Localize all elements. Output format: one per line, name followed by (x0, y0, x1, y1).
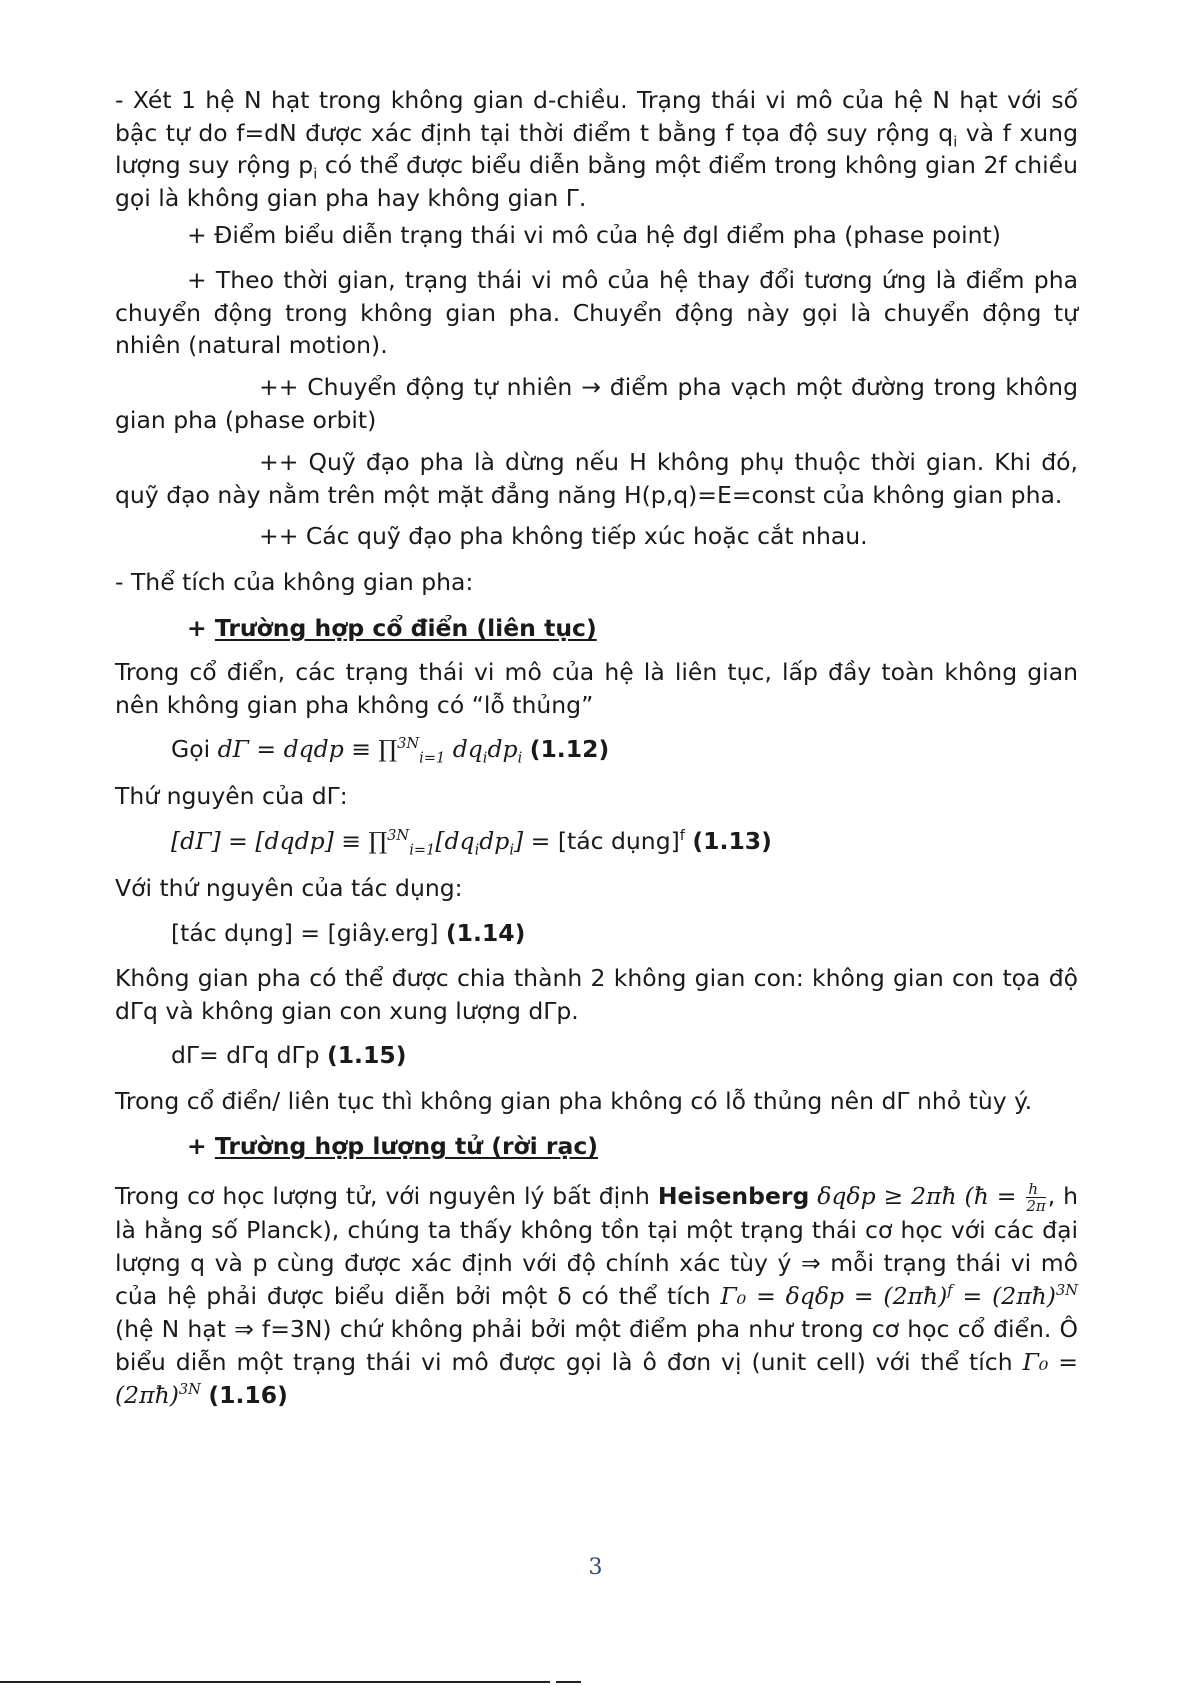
text: Gọi (171, 735, 218, 763)
text: Không gian pha có thể được chia thành 2 không gian con: không gian con tọa độ dΓq và không gian con xung lượng dΓp. (115, 964, 1078, 1025)
equation-label: (1.16) (208, 1381, 288, 1409)
heading-text: Trường hợp lượng tử (rời rạc) (214, 1132, 599, 1160)
page-number: 3 (588, 1555, 603, 1580)
math: [dΓ] = [dqdp] ≡ $\prod^{3N}_{i=1}[dq_idp_i]$ (171, 827, 524, 859)
paragraph-phase-volume (115, 566, 1078, 599)
text: - Xét 1 hệ N hạt trong không gian d-chiều. Trạng thái vi mô của hệ N hạt với số bậc tự do f=dN được xác định tại thời điểm t bằng f tọa độ suy rộng q (115, 86, 1078, 147)
math: dΓ = dqdp ≡ ∏$^{3N}_{i=1}$ $dq_idp_i$ (217, 735, 523, 767)
paragraph-no-crossing (259, 520, 1078, 553)
text: - Thể tích của không gian pha: (115, 568, 474, 596)
equation-label: (1.14) (445, 919, 526, 947)
equation-1-14 (171, 917, 1078, 950)
subscript: i (953, 133, 958, 151)
paragraph-classical-continuous (115, 656, 1078, 721)
math: Γ₀ = (2πħ)$^{3N}$ (115, 1348, 1079, 1409)
paragraph-stationary-orbit (115, 446, 1078, 511)
heading-quantum-case (187, 1130, 1078, 1163)
heading-text: Trường hợp cổ điển (liên tục) (214, 614, 597, 642)
text: dΓ= dΓq dΓp (171, 1041, 327, 1069)
math: δqδp ≥ 2πħ (ħ = (809, 1182, 1025, 1210)
equation-1-13 (171, 825, 1078, 858)
text: Thứ nguyên của dΓ: (115, 782, 348, 810)
text: , h là hằng số Planck), chúng ta thấy không tồn tại một trạng thái cơ học với các đại lượng q và p cùng được xác định với độ chính xác tùy ý ⇒ mỗi trạng thái vi mô của hệ phải được biểu diễn bởi một δ có thể tích (115, 1182, 1078, 1310)
paragraph-dimension (115, 780, 1078, 813)
footer-rule-left (0, 1681, 550, 1683)
heading-classical-case (187, 612, 1078, 645)
paragraph-classical-small (115, 1085, 1078, 1118)
text: ++ Chuyển động tự nhiên → điểm pha vạch một đường trong không gian pha (phase orbit) (115, 373, 1078, 434)
paragraph-natural-motion (115, 264, 1078, 362)
math: Γ₀ = δqδp = (2πħ)$^f$ = (2πħ)$^{3N}$ (720, 1282, 1078, 1310)
text: ++ Quỹ đạo pha là dừng nếu H không phụ thuộc thời gian. Khi đó, quỹ đạo này nằm trên một mặt đẳng năng H(p,q)=E=const của không gian pha. (115, 448, 1078, 509)
paragraph-phase-space-intro (115, 84, 1078, 214)
text: có thể được biểu diễn bằng một điểm trong không gian 2f chiều gọi là không gian pha hay không gian Γ. (115, 151, 1078, 212)
text: Trong cổ điển/ liên tục thì không gian pha không có lỗ thủng nên dΓ nhỏ tùy ý. (115, 1087, 1033, 1115)
text: Trong cổ điển, các trạng thái vi mô của hệ là liên tục, lấp đầy toàn không gian nên không gian pha không có “lỗ thủng” (115, 658, 1078, 719)
text: và f xung lượng suy rộng p (115, 118, 1078, 179)
text-heisenberg: Heisenberg (657, 1182, 810, 1210)
paragraph-action-dimension (115, 872, 1078, 905)
text: + Theo thời gian, trạng thái vi mô của hệ thay đổi tương ứng là điểm pha chuyển động trong không gian pha. Chuyển động này gọi là chuyển động tự nhiên (natural motion). (115, 266, 1078, 359)
paragraph-subspaces (115, 962, 1078, 1027)
paragraph-phase-point (187, 219, 1078, 252)
paragraph-phase-orbit (115, 371, 1078, 436)
equation-label: (1.13) (692, 827, 772, 855)
text: = [tác dụng] (523, 827, 680, 855)
footer-rule-right (556, 1681, 581, 1683)
bullet: + (187, 614, 215, 642)
text: (hệ N hạt ⇒ f=3N) chứ không phải bởi một điểm pha như trong cơ học cổ điển. Ô biểu diễn một trạng thái vi mô được gọi là ô đơn vị (unit cell) với thể tích (115, 1315, 1078, 1376)
equation-label: (1.15) (326, 1041, 407, 1069)
text: Với thứ nguyên của tác dụng: (115, 874, 463, 902)
superscript: f (679, 827, 685, 845)
equation-label: (1.12) (529, 735, 610, 763)
text: Trong cơ học lượng tử, với nguyên lý bất định (115, 1182, 658, 1210)
equation-1-15 (171, 1039, 1078, 1072)
text: + Điểm biểu diễn trạng thái vi mô của hệ đgl điểm pha (phase point) (187, 221, 1001, 249)
subscript: i (313, 165, 318, 183)
text: [tác dụng] = [giây.erg] (171, 919, 446, 947)
fraction-h-over-2pi: $\frac{h}{2\pi}$ (1026, 1180, 1046, 1215)
equation-1-12 (171, 733, 1078, 766)
bullet: + (187, 1132, 215, 1160)
paragraph-quantum-heisenberg (115, 1180, 1078, 1412)
text: ++ Các quỹ đạo pha không tiếp xúc hoặc cắt nhau. (259, 522, 868, 550)
